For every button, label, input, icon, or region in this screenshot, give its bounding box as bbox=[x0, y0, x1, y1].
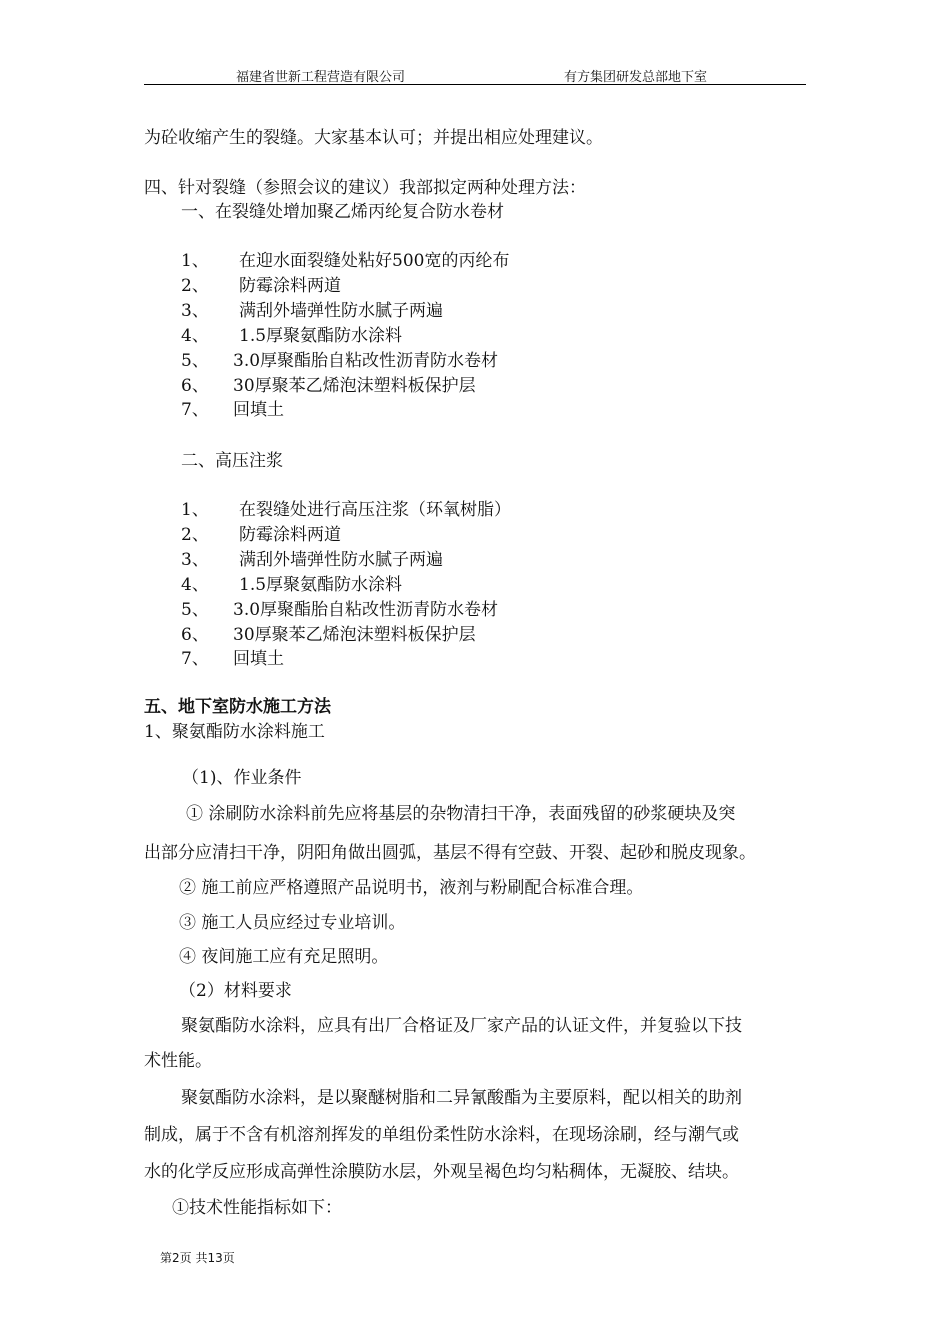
materials-paragraph-2-line-1: 聚氨酯防水涂料，是以聚醚树脂和二异氰酸酯为主要原料，配以相关的助剂 bbox=[181, 1088, 742, 1108]
list-item-text: 1.5厚聚氨酯防水涂料 bbox=[239, 326, 403, 346]
list-item bbox=[181, 275, 341, 297]
list-item bbox=[181, 599, 498, 621]
condition-1-line-1: ① 涂刷防水涂料前先应将基层的杂物清扫干净，表面残留的砂浆硬块及突 bbox=[186, 804, 736, 824]
list-item-text: 在迎水面裂缝处粘好500宽的丙纶布 bbox=[239, 251, 510, 271]
page-header bbox=[144, 64, 806, 85]
list-item bbox=[181, 300, 443, 322]
list-item bbox=[181, 250, 509, 272]
materials-paragraph-2-line-2: 制成，属于不含有机溶剂挥发的单组份柔性防水涂料，在现场涂刷，经与潮气或 bbox=[144, 1125, 739, 1145]
list-item bbox=[181, 648, 284, 670]
materials-paragraph-2-line-3: 水的化学反应形成高弹性涂膜防水层，外观呈褐色均匀粘稠体，无凝胶、结块。 bbox=[144, 1162, 739, 1182]
list-item-number: 6、 bbox=[181, 376, 209, 396]
list-item-text: 防霉涂料两道 bbox=[239, 525, 341, 545]
list-item-text: 1.5厚聚氨酯防水涂料 bbox=[239, 575, 403, 595]
section-5-title: 五、地下室防水施工方法 bbox=[144, 697, 331, 717]
list-item-text: 在裂缝处进行高压注浆（环氧树脂） bbox=[239, 500, 511, 520]
list-item bbox=[181, 325, 402, 347]
section-4-title: 四、针对裂缝（参照会议的建议）我部拟定两种处理方法： bbox=[144, 178, 586, 198]
list-item-text: 满刮外墙弹性防水腻子两遍 bbox=[239, 301, 443, 321]
list-item bbox=[181, 574, 402, 596]
list-item-number: 5、 bbox=[181, 351, 209, 371]
page-footer: 第2页 共13页 bbox=[160, 1251, 235, 1265]
list-item-text: 3.0厚聚酯胎自粘改性沥青防水卷材 bbox=[233, 600, 499, 620]
list-item-text: 30厚聚苯乙烯泡沫塑料板保护层 bbox=[233, 625, 476, 645]
list-item-number: 5、 bbox=[181, 600, 209, 620]
paragraph-intro: 为砼收缩产生的裂缝。大家基本认可；并提出相应处理建议。 bbox=[144, 128, 603, 148]
list-item-text: 防霉涂料两道 bbox=[239, 276, 341, 296]
list-item-number: 2、 bbox=[181, 276, 209, 296]
list-item-number: 7、 bbox=[181, 649, 209, 669]
performance-title: ①技术性能指标如下： bbox=[172, 1198, 342, 1218]
condition-1-line-2: 出部分应清扫干净，阴阳角做出圆弧，基层不得有空鼓、开裂、起砂和脱皮现象。 bbox=[144, 843, 756, 863]
list-item-number: 2、 bbox=[181, 525, 209, 545]
condition-4: ④ 夜间施工应有充足照明。 bbox=[179, 947, 389, 967]
conditions-title: （1)、作业条件 bbox=[182, 768, 302, 788]
list-item bbox=[181, 624, 476, 646]
list-item bbox=[181, 549, 443, 571]
header-company: 福建省世新工程营造有限公司 bbox=[236, 70, 406, 85]
list-item bbox=[181, 524, 341, 546]
section-5-subtitle: 1、聚氨酯防水涂料施工 bbox=[144, 722, 325, 742]
list-item bbox=[181, 499, 511, 521]
list-item-number: 6、 bbox=[181, 625, 209, 645]
materials-paragraph-1-line-1: 聚氨酯防水涂料，应具有出厂合格证及厂家产品的认证文件，并复验以下技 bbox=[181, 1016, 742, 1036]
list-item-number: 1、 bbox=[181, 500, 209, 520]
method-2-title: 二、高压注浆 bbox=[181, 451, 283, 471]
method-1-title: 一、在裂缝处增加聚乙烯丙纶复合防水卷材 bbox=[181, 202, 504, 222]
list-item-text: 3.0厚聚酯胎自粘改性沥青防水卷材 bbox=[233, 351, 499, 371]
list-item-number: 3、 bbox=[181, 550, 209, 570]
list-item bbox=[181, 399, 284, 421]
materials-paragraph-1-line-2: 术性能。 bbox=[144, 1051, 212, 1071]
list-item bbox=[181, 350, 498, 372]
condition-2: ② 施工前应严格遵照产品说明书，液剂与粉刷配合标准合理。 bbox=[179, 878, 644, 898]
list-item-text: 回填土 bbox=[233, 649, 284, 669]
materials-title: （2）材料要求 bbox=[179, 981, 292, 1001]
list-item-text: 回填土 bbox=[233, 400, 284, 420]
list-item-number: 4、 bbox=[181, 326, 209, 346]
list-item-number: 3、 bbox=[181, 301, 209, 321]
list-item-number: 1、 bbox=[181, 251, 209, 271]
list-item-text: 30厚聚苯乙烯泡沫塑料板保护层 bbox=[233, 376, 476, 396]
condition-3: ③ 施工人员应经过专业培训。 bbox=[179, 913, 406, 933]
list-item-text: 满刮外墙弹性防水腻子两遍 bbox=[239, 550, 443, 570]
list-item-number: 7、 bbox=[181, 400, 209, 420]
header-project: 有方集团研发总部地下室 bbox=[564, 70, 708, 85]
list-item bbox=[181, 375, 476, 397]
list-item-number: 4、 bbox=[181, 575, 209, 595]
